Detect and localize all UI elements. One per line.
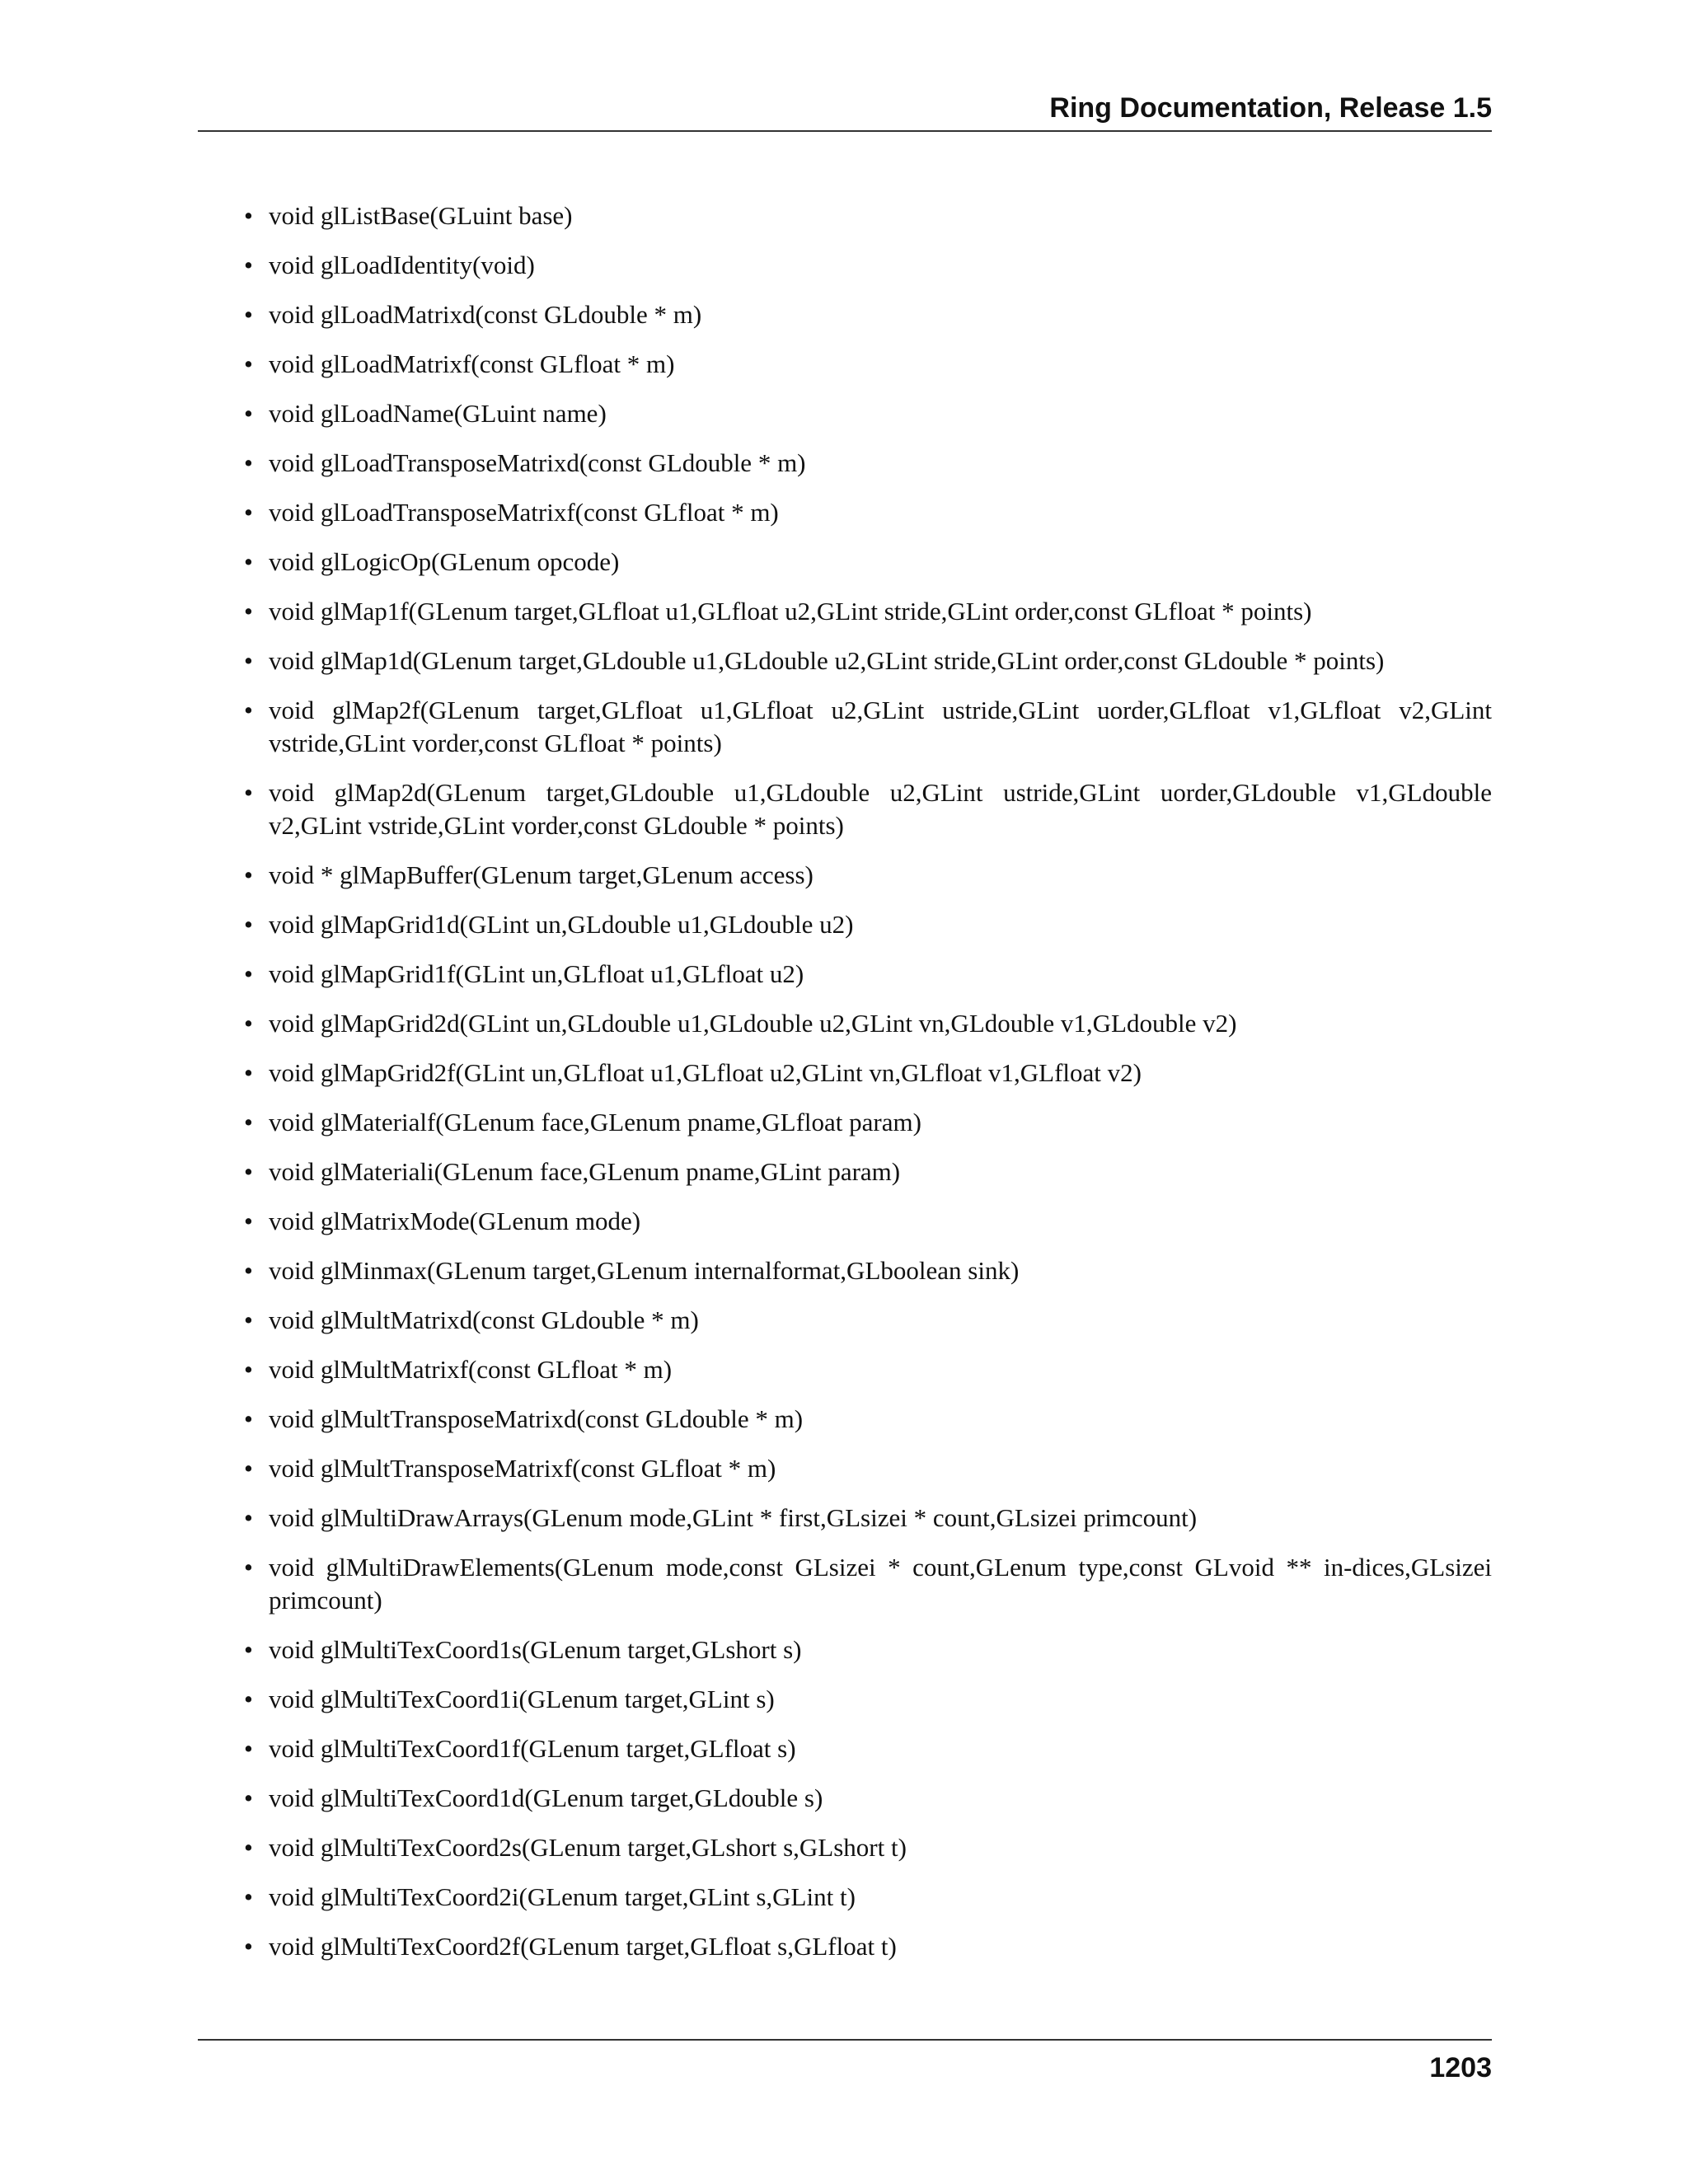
footer-divider [198, 2039, 1492, 2041]
bullet-icon: • [244, 1783, 253, 1812]
bullet-icon: • [244, 778, 253, 807]
list-item [244, 397, 1492, 430]
bullet-icon: • [244, 910, 253, 939]
bullet-icon: • [244, 597, 253, 626]
function-signature: void glMaterialf(GLenum face,GLenum pname,GLfloat param) [269, 1108, 921, 1137]
function-signature: void glListBase(GLuint base) [269, 201, 573, 230]
bullet-icon: • [244, 1833, 253, 1862]
list-item [244, 1106, 1492, 1139]
function-signature: void glMultiTexCoord1f(GLenum target,GLfloat s) [269, 1734, 796, 1763]
list-item [244, 1304, 1492, 1337]
list-item [244, 1782, 1492, 1815]
function-signature: void glMapGrid1d(GLint un,GLdouble u1,GLdouble u2) [269, 910, 854, 939]
list-item [244, 298, 1492, 331]
function-signature: void glLoadTransposeMatrixf(const GLfloat * m) [269, 498, 779, 527]
bullet-icon: • [244, 1157, 253, 1186]
function-signature: void glMateriali(GLenum face,GLenum pname,GLint param) [269, 1157, 901, 1186]
function-signature: void glMultiDrawArrays(GLenum mode,GLint * first,GLsizei * count,GLsizei primcount) [269, 1503, 1198, 1532]
list-item [244, 1205, 1492, 1238]
function-signature: void glMultiTexCoord1d(GLenum target,GLdouble s) [269, 1783, 823, 1812]
function-signature: void glMultiDrawElements(GLenum mode,const GLsizei * count,GLenum type,const GLvoid ** in-dices,GLsizei primcount) [269, 1553, 1492, 1615]
list-item [244, 1881, 1492, 1914]
list-item [244, 1353, 1492, 1386]
list-item [244, 776, 1492, 842]
list-item [244, 1732, 1492, 1765]
list-item [244, 694, 1492, 760]
function-signature: void glLoadMatrixd(const GLdouble * m) [269, 300, 702, 329]
bullet-icon: • [244, 1635, 253, 1664]
list-item [244, 496, 1492, 529]
list-item [244, 859, 1492, 892]
function-signature: void glLoadMatrixf(const GLfloat * m) [269, 349, 675, 378]
list-item [244, 546, 1492, 579]
list-item [244, 348, 1492, 381]
list-item [244, 1007, 1492, 1040]
function-signature: void glLoadIdentity(void) [269, 251, 535, 279]
bullet-icon: • [244, 1553, 253, 1582]
bullet-icon: • [244, 1685, 253, 1713]
bullet-icon: • [244, 1108, 253, 1137]
function-signature: void glMultiTexCoord2f(GLenum target,GLfloat s,GLfloat t) [269, 1932, 897, 1961]
bullet-icon: • [244, 498, 253, 527]
bullet-icon: • [244, 1932, 253, 1961]
function-signature: void glLoadTransposeMatrixd(const GLdouble * m) [269, 448, 806, 477]
bullet-icon: • [244, 696, 253, 724]
bullet-icon: • [244, 349, 253, 378]
list-item [244, 1502, 1492, 1535]
bullet-icon: • [244, 1207, 253, 1235]
function-signature: void glLoadName(GLuint name) [269, 399, 607, 428]
function-signature: void glMap2d(GLenum target,GLdouble u1,GLdouble u2,GLint ustride,GLint uorder,GLdouble v1,GLdouble v2,GLint vstride,GLint vorder,const GLdouble * points) [269, 778, 1492, 840]
bullet-icon: • [244, 860, 253, 889]
running-header-title: Ring Documentation, Release 1.5 [1049, 92, 1492, 124]
bullet-icon: • [244, 959, 253, 988]
list-item [244, 249, 1492, 282]
list-item [244, 1551, 1492, 1617]
function-signature: void glMultTransposeMatrixf(const GLfloat * m) [269, 1454, 776, 1483]
bullet-icon: • [244, 399, 253, 428]
header-divider [198, 130, 1492, 132]
bullet-icon: • [244, 1503, 253, 1532]
list-item [244, 958, 1492, 991]
function-signature: void glMap1d(GLenum target,GLdouble u1,GLdouble u2,GLint stride,GLint order,const GLdouble * points) [269, 646, 1385, 675]
function-signature: void glMapGrid2d(GLint un,GLdouble u1,GLdouble u2,GLint vn,GLdouble v1,GLdouble v2) [269, 1009, 1237, 1038]
bullet-icon: • [244, 251, 253, 279]
function-signature: void glMultMatrixf(const GLfloat * m) [269, 1355, 673, 1384]
function-signature: void glMultiTexCoord2s(GLenum target,GLshort s,GLshort t) [269, 1833, 907, 1862]
bullet-icon: • [244, 201, 253, 230]
function-signature: void glMultiTexCoord1s(GLenum target,GLshort s) [269, 1635, 802, 1664]
list-item [244, 447, 1492, 480]
function-signature: void glMultTransposeMatrixd(const GLdouble * m) [269, 1404, 804, 1433]
api-function-list [244, 199, 1492, 1980]
bullet-icon: • [244, 1734, 253, 1763]
bullet-icon: • [244, 1882, 253, 1911]
list-item [244, 1403, 1492, 1436]
bullet-icon: • [244, 1305, 253, 1334]
bullet-icon: • [244, 1454, 253, 1483]
list-item [244, 595, 1492, 628]
list-item [244, 1930, 1492, 1963]
list-item [244, 644, 1492, 677]
list-item [244, 1155, 1492, 1188]
function-signature: void glMultMatrixd(const GLdouble * m) [269, 1305, 699, 1334]
function-signature: void glMap1f(GLenum target,GLfloat u1,GLfloat u2,GLint stride,GLint order,const GLfloat * points) [269, 597, 1312, 626]
function-signature: void glLogicOp(GLenum opcode) [269, 547, 620, 576]
function-signature: void glMapGrid1f(GLint un,GLfloat u1,GLfloat u2) [269, 959, 804, 988]
bullet-icon: • [244, 1355, 253, 1384]
list-item [244, 1633, 1492, 1666]
bullet-icon: • [244, 1058, 253, 1087]
list-item [244, 1831, 1492, 1864]
bullet-icon: • [244, 1404, 253, 1433]
bullet-icon: • [244, 1009, 253, 1038]
list-item [244, 1452, 1492, 1485]
list-item [244, 1683, 1492, 1716]
function-signature: void glMultiTexCoord2i(GLenum target,GLint s,GLint t) [269, 1882, 856, 1911]
bullet-icon: • [244, 1256, 253, 1285]
list-item [244, 1254, 1492, 1287]
page-number: 1203 [1429, 2052, 1492, 2083]
function-signature: void glMapGrid2f(GLint un,GLfloat u1,GLfloat u2,GLint vn,GLfloat v1,GLfloat v2) [269, 1058, 1142, 1087]
function-signature: void glMinmax(GLenum target,GLenum internalformat,GLboolean sink) [269, 1256, 1020, 1285]
function-signature: void glMap2f(GLenum target,GLfloat u1,GLfloat u2,GLint ustride,GLint uorder,GLfloat v1,GLfloat v2,GLint vstride,GLint vorder,const GLfloat * points) [269, 696, 1492, 757]
bullet-icon: • [244, 300, 253, 329]
list-item [244, 199, 1492, 232]
bullet-icon: • [244, 448, 253, 477]
function-signature: void glMatrixMode(GLenum mode) [269, 1207, 641, 1235]
bullet-icon: • [244, 547, 253, 576]
bullet-icon: • [244, 646, 253, 675]
list-item [244, 908, 1492, 941]
function-signature: void * glMapBuffer(GLenum target,GLenum access) [269, 860, 814, 889]
function-signature: void glMultiTexCoord1i(GLenum target,GLint s) [269, 1685, 775, 1713]
list-item [244, 1057, 1492, 1090]
